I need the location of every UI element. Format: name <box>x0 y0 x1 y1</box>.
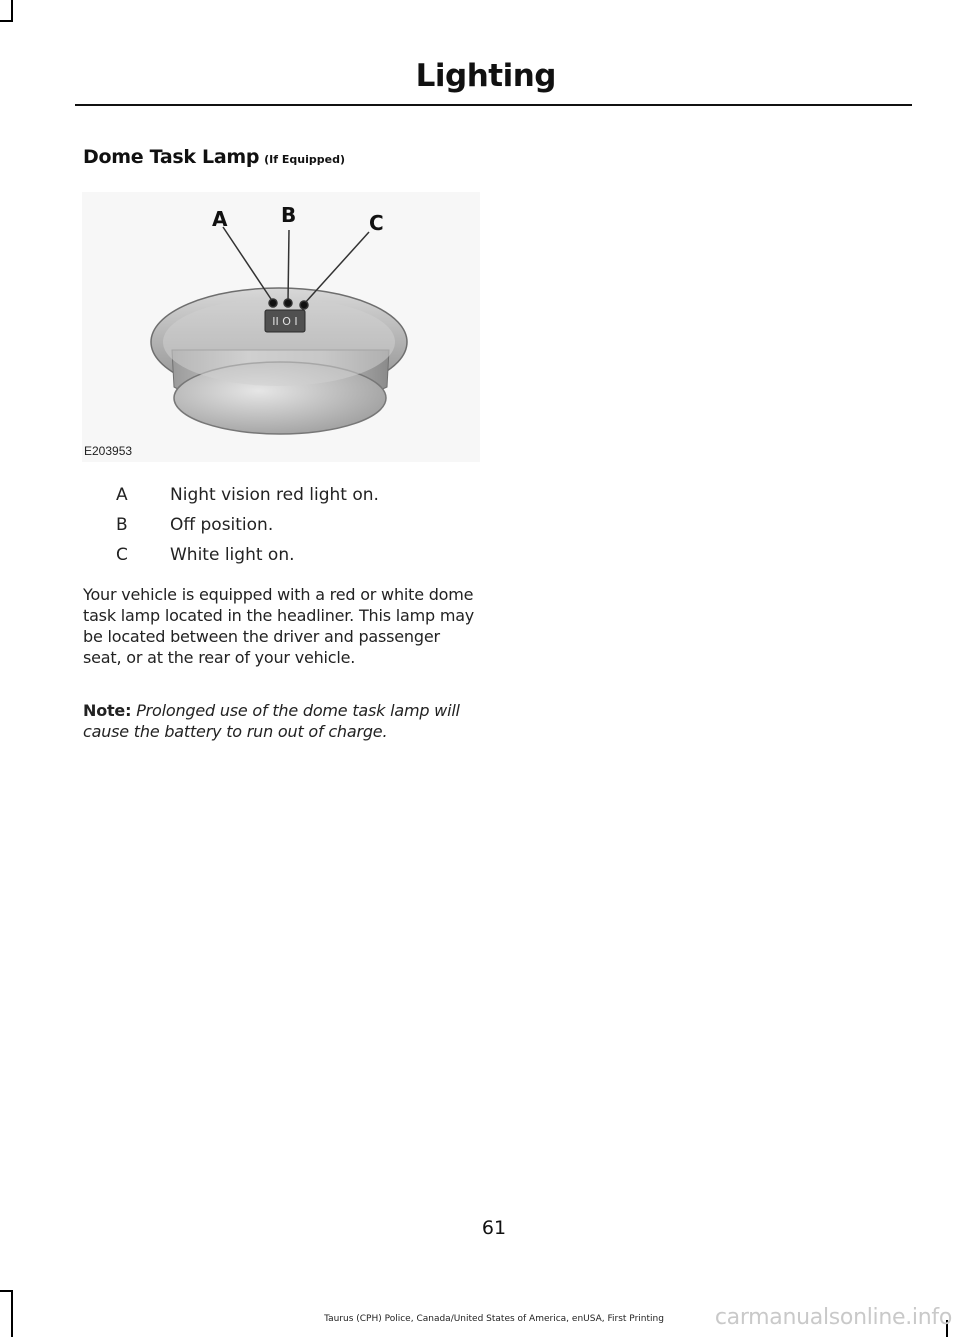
legend-item <box>116 540 486 570</box>
figure-code: E203953 <box>84 444 133 458</box>
description-paragraph: Your vehicle is equipped with a red or white dome task lamp located in the headliner. This lamp may be located between the driver and passenger seat, or at the rear of your vehicle. <box>83 585 475 667</box>
legend-text: Night vision red light on. <box>170 485 379 505</box>
legend-key: C <box>116 545 128 565</box>
legend-item <box>116 480 486 510</box>
crop-mark-bottom-left-horizontal <box>0 1290 12 1292</box>
watermark: carmanualsonline.info <box>714 1305 952 1330</box>
legend-key: B <box>116 515 128 535</box>
switch-symbols: II O I <box>272 315 298 328</box>
note-text: Prolonged use of the dome task lamp will cause the battery to run out of charge. <box>83 701 460 741</box>
section-qualifier: (If Equipped) <box>264 153 345 166</box>
chapter-title: Lighting <box>415 58 556 94</box>
callout-legend <box>116 480 486 570</box>
legend-text: Off position. <box>170 515 274 535</box>
note-label: Note: <box>83 701 132 720</box>
callout-a: A <box>212 207 228 231</box>
legend-text: White light on. <box>170 545 295 565</box>
crop-mark-top-left <box>11 0 13 22</box>
crop-mark-top-left-horizontal <box>0 20 12 22</box>
dome-task-lamp-illustration <box>82 192 480 462</box>
header-divider <box>75 104 912 106</box>
note-paragraph <box>83 700 478 742</box>
callout-c: C <box>369 211 384 235</box>
page-number: 61 <box>481 1217 507 1239</box>
footer-text: Taurus (CPH) Police, Canada/United States of America, enUSA, First Printing <box>324 1314 664 1324</box>
section-heading <box>83 146 345 168</box>
lamp-switch <box>265 310 305 332</box>
section-title: Dome Task Lamp <box>83 146 260 168</box>
legend-item <box>116 510 486 540</box>
legend-key: A <box>116 485 128 505</box>
callout-b: B <box>281 203 297 227</box>
